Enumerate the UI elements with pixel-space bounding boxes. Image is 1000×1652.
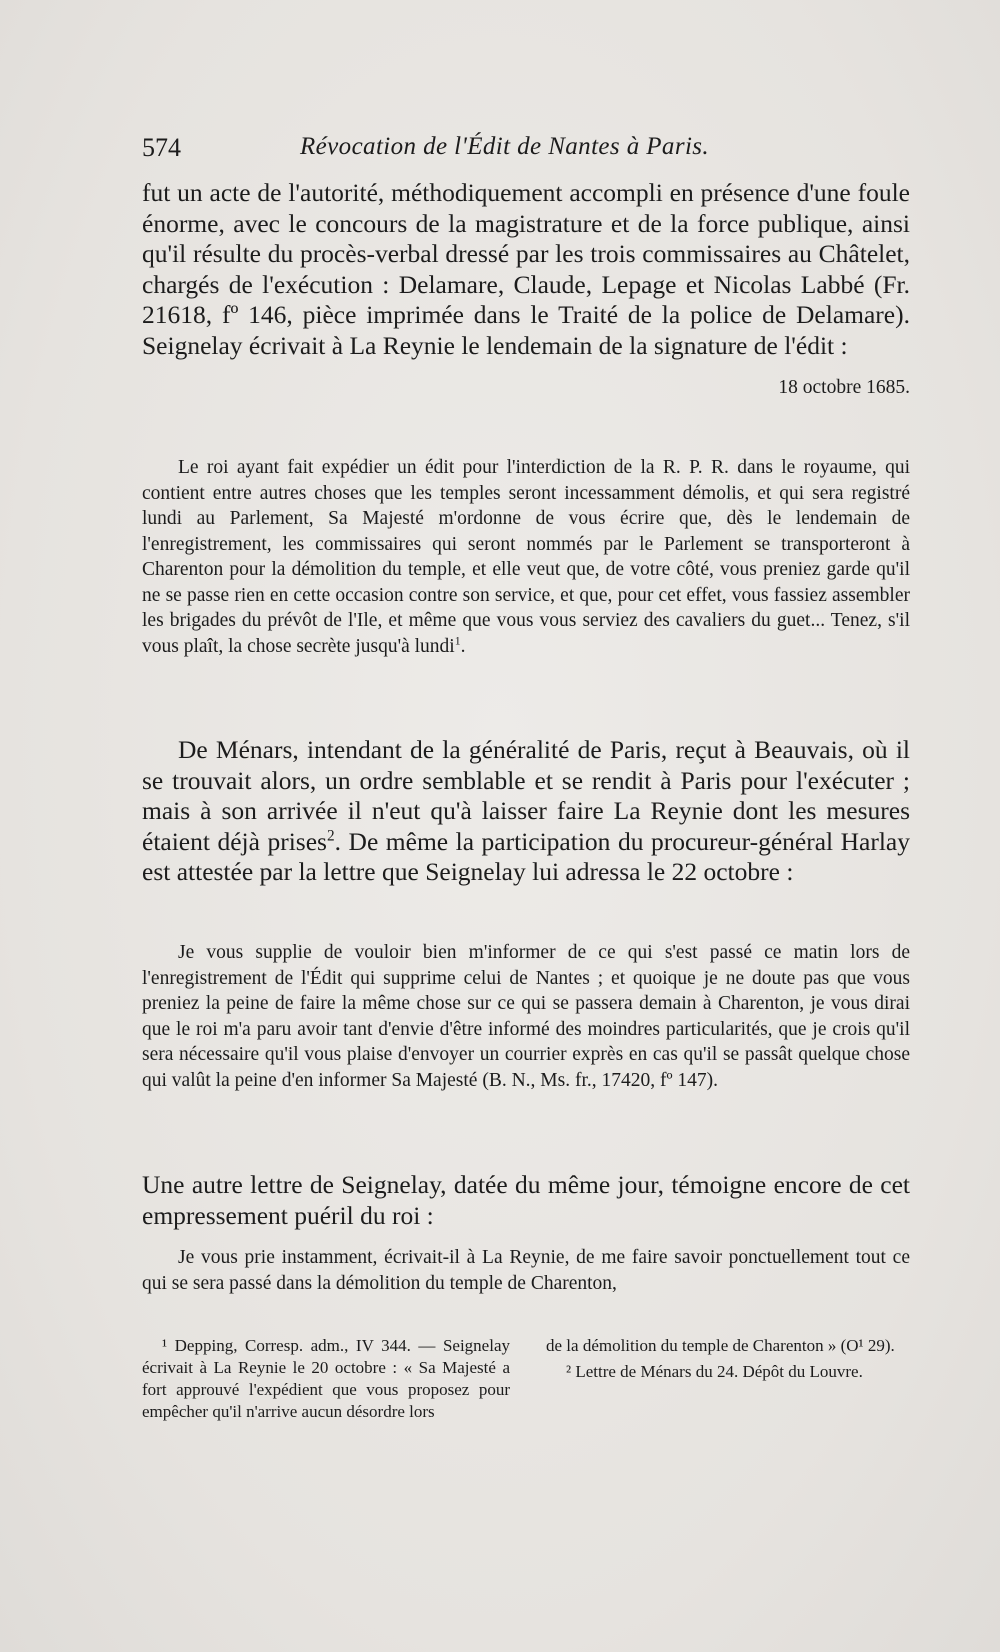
quote-block-2 xyxy=(142,940,910,1093)
body-block-2 xyxy=(142,735,910,888)
paragraph-menars xyxy=(142,735,910,888)
quote-letter-3: Je vous prie instamment, écrivait-il à La Reynie, de me faire savoir ponctuellement tout ce qui se sera passé dans la démolition du temple de Charenton, xyxy=(142,1247,910,1294)
quote-letter-2: Je vous supplie de vouloir bien m'informer de ce qui s'est passé ce matin lors de l'enregistrement de l'Édit qui supprime celui de Nantes ; et quoique je ne doute pas que vous preniez la peine de faire la même chose sur ce qui se passera demain à Charenton, je vous dirai que le roi m'a paru avoir tant d'envie d'être informé des moindres particularités, que je crois qu'il sera nécessaire qu'il vous plaise d'envoyer un courrier exprès en cas qu'il se passât quelque chose qui valût la peine d'en informer Sa Majesté (B. N., Ms. fr., 17420, fº 147). xyxy=(142,942,910,1091)
footnote-1: ¹ Depping, Corresp. adm., IV 344. — Seignelay écrivait à La Reynie le 20 octobre : « Sa Majesté a fort approuvé l'expédient que vous proposez pour empêcher qu'il n'arrive aucun désordre lors xyxy=(142,1336,510,1421)
body-block-3 xyxy=(142,1170,910,1231)
quote-block-1 xyxy=(142,455,910,659)
quote-letter-1-end: . xyxy=(460,635,466,657)
quote-letter-1 xyxy=(142,455,910,659)
footnote-1-continued: de la démolition du temple de Charenton » (O¹ 29). xyxy=(546,1336,895,1355)
paragraph-menars-end: . De même la participation du procureur-général Harlay est attestée par la lettre que Seignelay lui adressa le 22 octobre : xyxy=(142,826,910,886)
running-title: Révocation de l'Édit de Nantes à Paris. xyxy=(300,133,710,160)
footnote-ref-2: 2 xyxy=(326,827,335,844)
paragraph-autre-lettre: Une autre lettre de Seignelay, datée du même jour, témoigne encore de cet empressement puéril du roi : xyxy=(142,1170,910,1230)
page-header xyxy=(142,133,762,173)
footnote-2: ² Lettre de Ménars du 24. Dépôt du Louvre. xyxy=(566,1362,863,1381)
paragraph-menars-text: De Ménars, intendant de la généralité de Paris, reçut à Beauvais, où il se trouvait alors, un ordre semblable et se rendit à Paris pour l'exécuter ; mais à son arrivée il n'eut qu'à laisser faire La Reynie dont les mesures étaient déjà prises xyxy=(142,735,910,856)
letter-date: 18 octobre 1685. xyxy=(778,377,910,398)
footnote-column-right xyxy=(546,1335,914,1383)
quote-letter-1-text: Le roi ayant fait expédier un édit pour l'interdiction de la R. P. R. dans le royaume, qui contient entre autres choses que les temples seront incessamment démolis, et qui sera registré lundi au Parlement, Sa Majesté m'ordonne de vous écrire que, dès le lendemain de l'enregistrement, les commissaires qui seront nommés par le Parlement se transporteront à Charenton pour la démolition du temple, et elle veut que, de votre côté, vous preniez garde qu'il ne se passe rien en cette occasion contre son service, et que, pour cet effet, vous fassiez assembler les brigades du prévôt de l'Ile, et même que vous vous serviez des cavaliers du guet... Tenez, s'il vous plaît, la chose secrète jusqu'à lundi xyxy=(142,457,910,657)
body-block-1 xyxy=(142,178,910,399)
footnote-ref-1: 1 xyxy=(454,634,461,647)
footnote-column-left xyxy=(142,1335,510,1423)
page-number: 574 xyxy=(142,133,181,162)
paragraph-intro: fut un acte de l'autorité, méthodiquement accompli en présence d'une foule énorme, avec le concours de la magistrature et de la force publique, ainsi qu'il résulte du procès-verbal dressé par les trois commissaires au Châtelet, chargés de l'exécution : Delamare, Claude, Lepage et Nicolas Labbé (Fr. 21618, fº 146, pièce imprimée dans le Traité de la police de Delamare). Seignelay écrivait à La Reynie le lendemain de la signature de l'édit : xyxy=(142,178,910,360)
quote-block-3 xyxy=(142,1245,910,1296)
